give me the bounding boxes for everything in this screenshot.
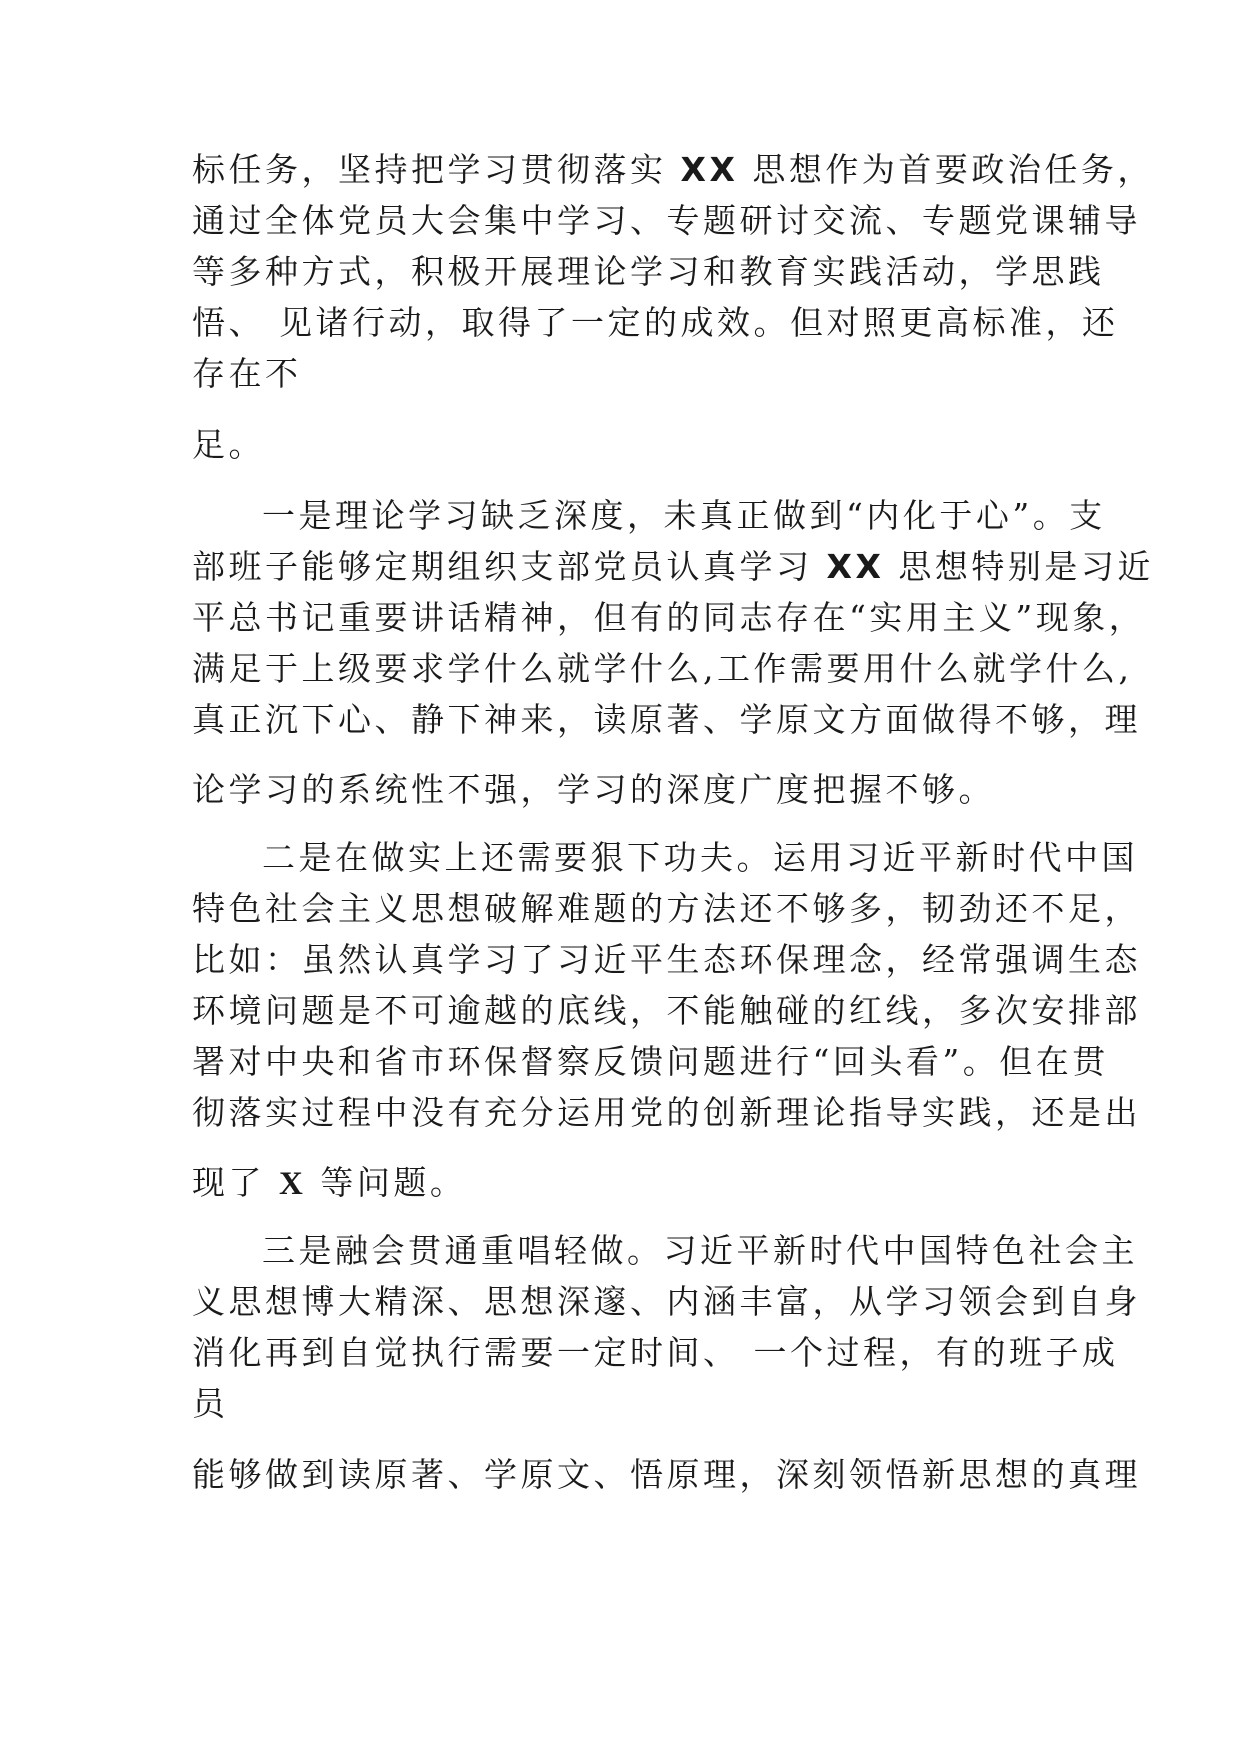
text-line: 足。	[192, 425, 265, 464]
text-line: 部班子能够定期组织支部党员认真学习 XX 思想特别是习近	[192, 547, 1154, 586]
text-line: 论学习的系统性不强，学习的深度广度把握不够。	[192, 770, 995, 809]
text-line: 员	[192, 1384, 229, 1423]
text-line: 平总书记重要讲话精神，但有的同志存在“实用主义”现象，	[192, 598, 1146, 637]
text-line: 义思想博大精深、思想深邃、内涵丰富，从学习领会到自身	[192, 1282, 1141, 1321]
paragraph-start-line: 一是理论学习缺乏深度，未真正做到“内化于心”。支	[262, 496, 1106, 535]
text-line: 满足于上级要求学什么就学什么,工作需要用什么就学什么,	[192, 649, 1133, 688]
text-line: 真正沉下心、静下神来，读原著、学原文方面做得不够，理	[192, 700, 1141, 739]
text-line: 通过全体党员大会集中学习、专题研讨交流、专题党课辅导	[192, 201, 1141, 240]
paragraph-start-line: 三是融会贯通重唱轻做。习近平新时代中国特色社会主	[262, 1231, 1138, 1270]
paragraph-start-line: 二是在做实上还需要狠下功夫。运用习近平新时代中国	[262, 838, 1138, 877]
text-line: 署对中央和省市环保督察反馈问题进行“回头看”。但在贯	[192, 1042, 1109, 1081]
text-line: 环境问题是不可逾越的底线，不能触碰的红线，多次安排部	[192, 991, 1141, 1030]
text-line: 特色社会主义思想破解难题的方法还不够多，韧劲还不足，	[192, 889, 1141, 928]
text-line: 标任务，坚持把学习贯彻落实 XX 思想作为首要政治任务，	[192, 150, 1154, 189]
text-line: 悟、 见诸行动，取得了一定的成效。但对照更高标准，还	[192, 303, 1119, 342]
text-line: 能够做到读原著、学原文、悟原理，深刻领悟新思想的真理	[192, 1455, 1141, 1494]
text-line: 存在不	[192, 354, 302, 393]
text-line: 比如：虽然认真学习了习近平生态环保理念，经常强调生态	[192, 940, 1141, 979]
text-line: 消化再到自觉执行需要一定时间、 一个过程，有的班子成	[192, 1333, 1119, 1372]
text-line: 等多种方式，积极开展理论学习和教育实践活动，学思践	[192, 252, 1105, 291]
text-line: 现了 X 等问题。	[192, 1163, 467, 1202]
text-line: 彻落实过程中没有充分运用党的创新理论指导实践，还是出	[192, 1093, 1141, 1132]
